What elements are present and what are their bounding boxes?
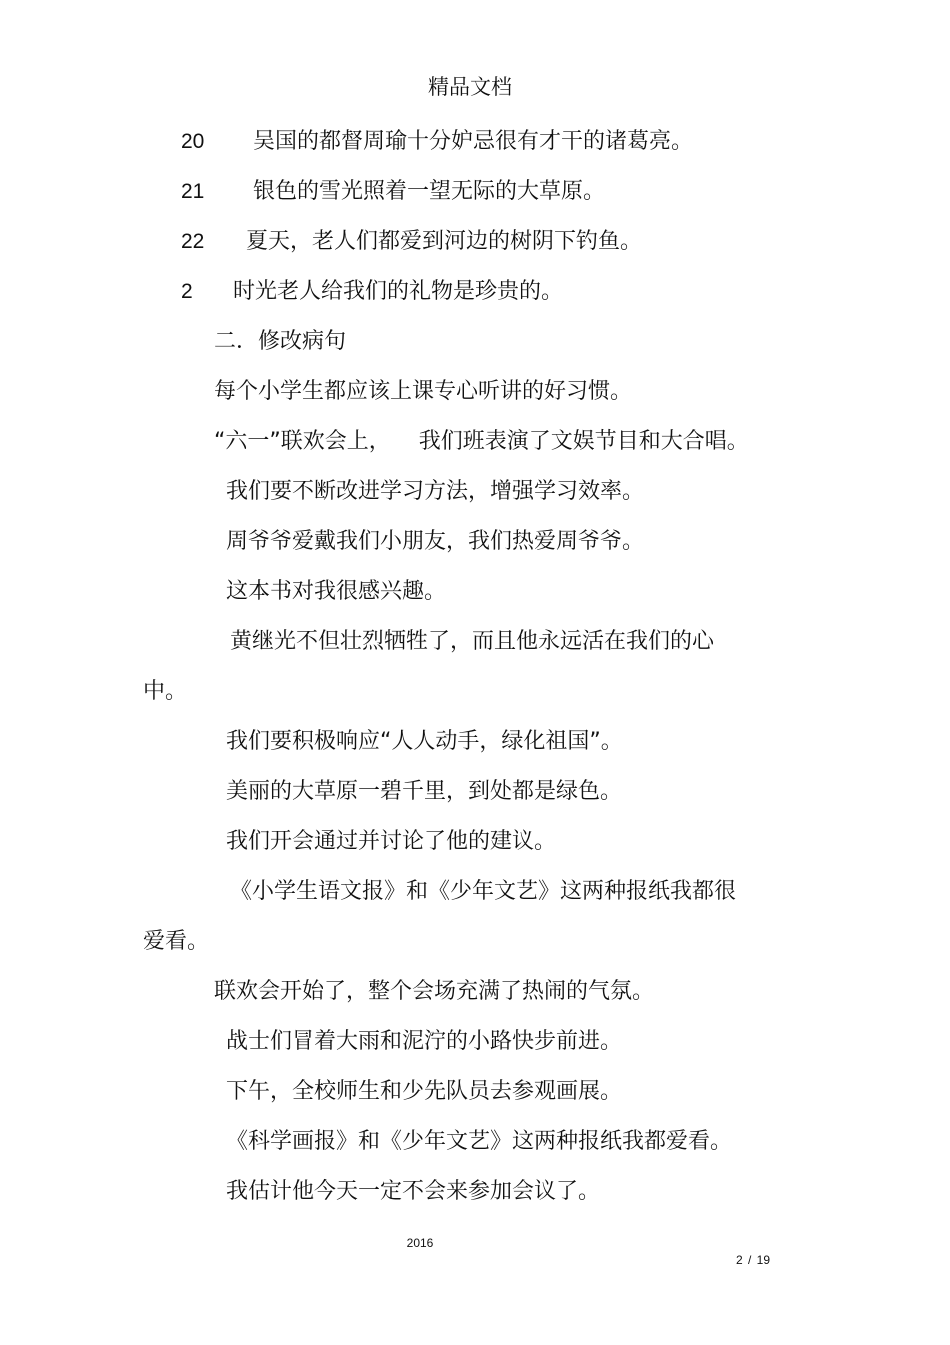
sentence-line: 周爷爷爱戴我们小朋友，我们热爱周爷爷。 [226,529,645,554]
sentence-line: 我们要不断改进学习方法，增强学习效率。 [226,479,645,504]
item-number: 20 [181,130,205,153]
item-number: 22 [181,230,205,253]
numbered-item [181,276,563,308]
sentence-line: 每个小学生都应该上课专心听讲的好习惯。 [214,379,633,404]
sentence-line: 爱看。 [143,929,210,954]
sentence-line: 《小学生语文报》和《少年文艺》这两种报纸我都很 [230,879,737,904]
item-text: 夏天，老人们都爱到河边的树阴下钓鱼。 [246,229,643,254]
item-number: 21 [181,180,205,203]
footer-year: 2016 [406,1236,434,1250]
item-text: 吴国的都督周瑜十分妒忌很有才干的诸葛亮。 [253,129,694,154]
page-number: 2 / 19 [736,1253,771,1267]
numbered-item [181,126,693,158]
sentence-line: 联欢会开始了，整个会场充满了热闹的气氛。 [214,979,655,1004]
item-text: 银色的雪光照着一望无际的大草原。 [253,179,606,204]
sentence-line: 战士们冒着大雨和泥泞的小路快步前进。 [226,1029,623,1054]
item-number: 2 [181,280,193,303]
numbered-item [181,226,642,258]
sentence-line: 我们要积极响应“人人动手，绿化祖国”。 [226,729,623,754]
page-header-title: 精品文档 [428,75,512,99]
numbered-item [181,176,605,208]
sentence-line: 黄继光不但壮烈牺牲了，而且他永远活在我们的心 [230,629,715,654]
sentence-line: “六一”联欢会上， 我们班表演了文娱节目和大合唱。 [214,429,749,454]
item-text: 时光老人给我们的礼物是珍贵的。 [233,279,564,304]
section-heading: 二．修改病句 [214,329,347,354]
sentence-line: 我们开会通过并讨论了他的建议。 [226,829,557,854]
sentence-line: 中。 [143,679,188,704]
sentence-line: 下午，全校师生和少先队员去参观画展。 [226,1079,623,1104]
sentence-line: 我估计他今天一定不会来参加会议了。 [226,1179,601,1204]
sentence-line: 美丽的大草原一碧千里，到处都是绿色。 [226,779,623,804]
sentence-line: 这本书对我很感兴趣。 [226,579,447,604]
sentence-line: 《科学画报》和《少年文艺》这两种报纸我都爱看。 [226,1129,733,1154]
